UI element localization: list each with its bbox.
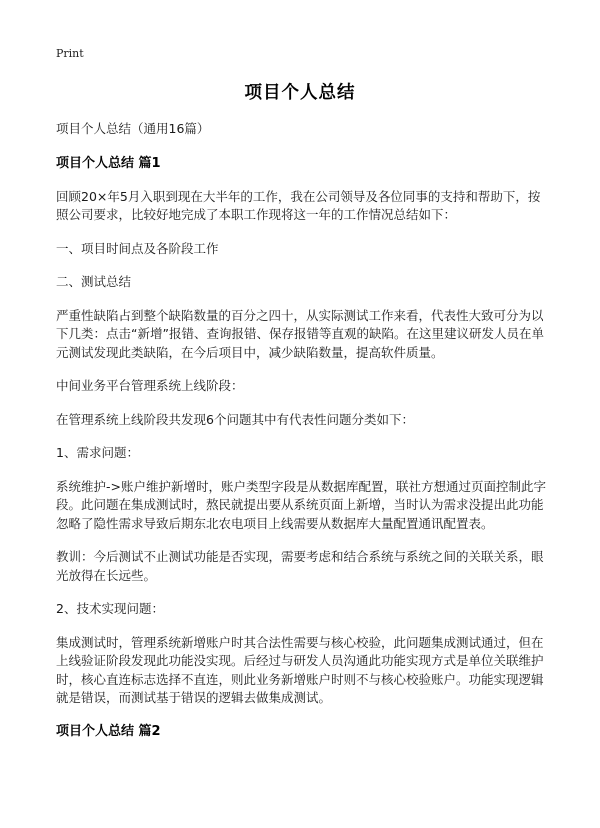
paragraph: 二、测试总结 <box>56 274 132 289</box>
paragraph: 系统维护->账户维护新增时，账户类型字段是从数据库配置，联社方想通过页面控制此字段。此问题在集成测试时，熬民就提出要从系统页面上新增，当时认为需求没提出此功能忽略了隐性需求导致后期东北农电项目上线需要从数据库大量配置通讯配置表。 <box>56 478 546 531</box>
paragraph: 严重性缺陷占到整个缺陷数量的百分之四十，从实际测试工作来看，代表性大致可分为以下几类：点击“新增”报错、查询报错、保存报错等直观的缺陷。在这里建议研发人员在单元测试发现此类缺陷，在今后项目中，减少缺陷数量，提高软件质量。 <box>56 307 544 360</box>
paragraph: 2、技术实现问题： <box>56 601 164 616</box>
paragraph: 在管理系统上线阶段共发现6个问题其中有代表性问题分类如下： <box>56 411 414 427</box>
paragraph: 回顾20×年5月入职到现在大半年的工作，我在公司领导及各位同事的支持和帮助下，按照公司要求，比较好地完成了本职工作现将这一年的工作情况总结如下： <box>56 188 541 222</box>
paragraph: 集成测试时，管理系统新增账户时其合法性需要与核心校验，此问题集成测试通过，但在上线验证阶段发现此功能没实现。后经过与研发人员沟通此功能实现方式是单位关联维护时，核心直连标志选择不直连，则此业务新增账户时则不与核心校验账户。功能实现逻辑就是错误，而测试基于错误的逻辑去做集成测试。 <box>56 634 544 705</box>
document-subtitle: 项目个人总结（通用16篇） <box>56 121 210 136</box>
section-heading: 项目个人总结 篇1 <box>56 155 161 171</box>
section-heading: 项目个人总结 篇2 <box>56 723 161 739</box>
print-link[interactable]: Print <box>56 47 84 60</box>
document-body <box>56 120 550 756</box>
paragraph: 一、项目时间点及各阶段工作 <box>56 240 219 256</box>
paragraph: 中间业务平台管理系统上线阶段： <box>56 378 244 393</box>
paragraph: 教训：今后测试不止测试功能是否实现，需要考虑和结合系统与系统之间的关联关系，眼光放得在长远些。 <box>56 549 544 583</box>
page-title: 项目个人总结 <box>244 83 356 103</box>
paragraph: 1、需求问题： <box>56 445 139 460</box>
